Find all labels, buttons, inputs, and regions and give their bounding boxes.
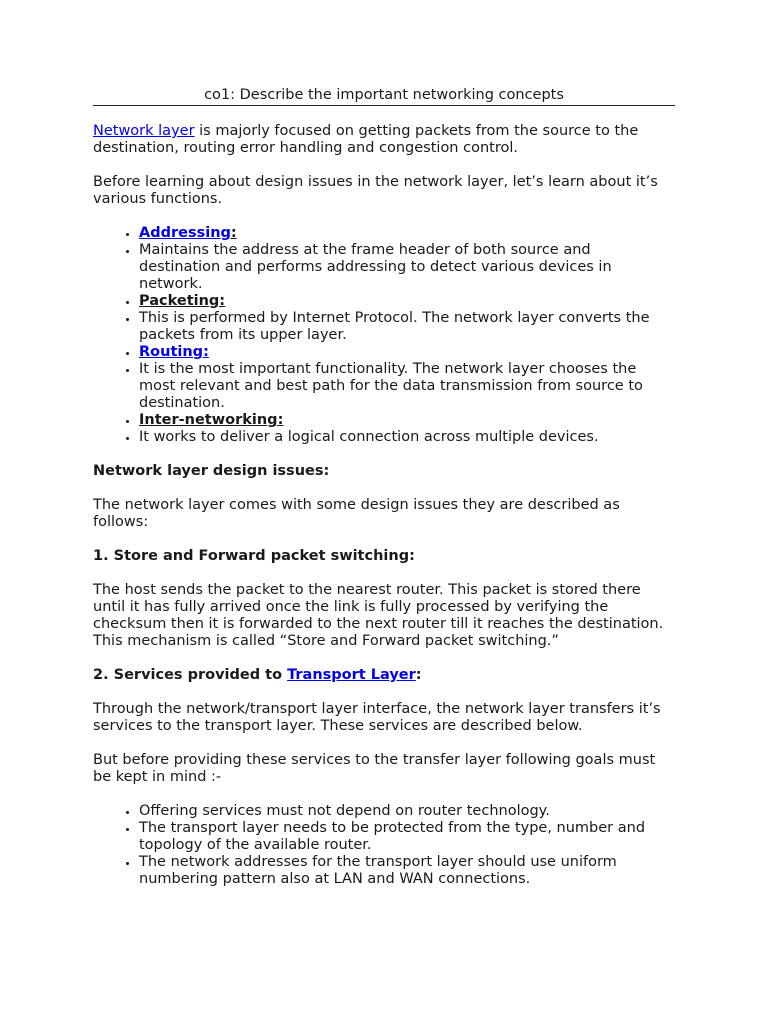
page-header: co1: Describe the important networking concepts [93,87,675,106]
goals-list [93,803,675,888]
function-desc-internetworking: • It works to deliver a logical connection across multiple devices. [139,429,675,446]
intro-paragraph [93,123,675,157]
function-title-internetworking [139,412,675,429]
function-title-addressing [139,225,675,242]
before-learning-paragraph: Before learning about design issues in the network layer, let’s learn about it’s various functions. [93,174,658,207]
document-content [93,87,675,905]
section1-heading: 1. Store and Forward packet switching: [93,548,415,564]
internetworking-title: Inter-networking: [139,412,284,428]
routing-link[interactable]: Routing [139,344,204,360]
design-issues-heading: Network layer design issues: [93,463,330,479]
function-desc-packeting: • This is performed by Internet Protocol. The network layer converts the packets from its upper layer. [139,310,675,344]
routing-colon: : [203,344,209,360]
functions-list [93,225,675,446]
section2-heading-suffix: : [415,667,422,683]
function-title-packeting [139,293,675,310]
function-title-routing [139,344,675,361]
network-layer-link[interactable]: Network layer [93,123,195,139]
packeting-title: Packeting: [139,293,226,309]
section2-heading-prefix: 2. Services provided to [93,667,288,683]
intro-text: is majorly focused on getting packets from the source to the destination, routing error handling and congestion control. [93,123,639,156]
goal-item: • The transport layer needs to be protected from the type, number and topology of the available router. [139,820,675,854]
function-desc-routing: • It is the most important functionality. The network layer chooses the most relevant and best path for the data transmission from source to destination. [139,361,675,412]
goal-item: • Offering services must not depend on router technology. [139,803,675,820]
function-desc-addressing: • Maintains the address at the frame header of both source and destination and performs addressing to detect various devices in network. [139,242,675,293]
goal-item: • The network addresses for the transport layer should use uniform numbering pattern also at LAN and WAN connections. [139,854,675,888]
section2-heading [93,667,675,684]
section2-body2: But before providing these services to the transfer layer following goals must be kept in mind :- [93,752,656,785]
addressing-link[interactable]: Addressing [139,225,231,241]
transport-layer-link[interactable]: Transport Layer [287,667,416,683]
section1-body: The host sends the packet to the nearest router. This packet is stored there until it has fully arrived once the link is fully processed by verifying the checksum then it is forwarded to the next router till it reaches the destination. This mechanism is called “Store and Forward packet switching.” [93,582,664,649]
design-issues-intro: The network layer comes with some design issues they are described as follows: [93,497,620,530]
section2-body1: Through the network/transport layer interface, the network layer transfers it’s services to the transport layer. These services are described below. [93,701,661,734]
addressing-colon: : [230,225,237,241]
